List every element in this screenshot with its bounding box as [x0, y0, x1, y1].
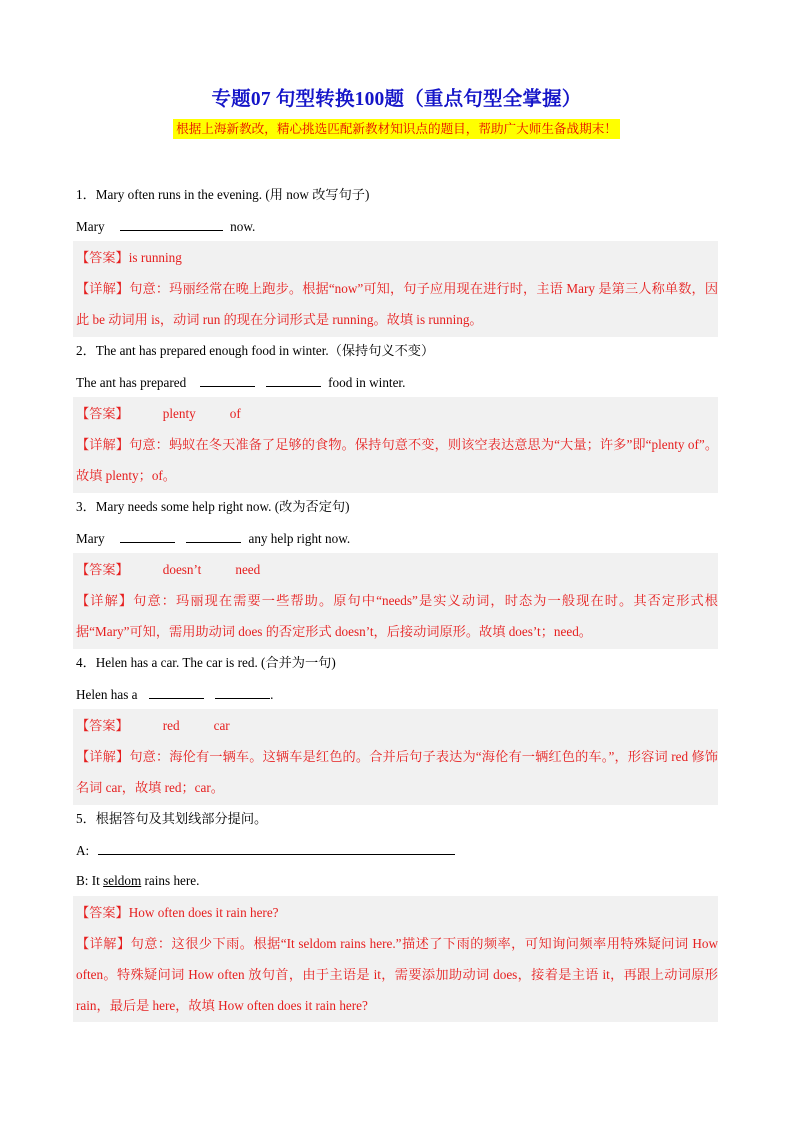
question-3-line [76, 529, 350, 548]
subtitle: 根据上海新教改，精心挑选匹配新教材知识点的题目，帮助广大师生备战期末！ [173, 119, 620, 139]
q5-a-label: A: [76, 843, 90, 858]
detail-3-text: 句意：玛丽现在需要一些帮助。原句中“needs”是实义动词，时态为一般现在时。其否定形式根据“Mary”可知，需用助动词 does 的否定形式 doesn’t，后接动词原形。故填 does’t；need。 [76, 593, 718, 639]
q5-b-pre: B: It [76, 873, 100, 888]
question-2-prompt: 2．The ant has prepared enough food in winter.（保持句义不变） [76, 343, 435, 358]
q3-blank-2[interactable] [186, 529, 241, 543]
q2-blank-1[interactable] [200, 373, 255, 387]
detail-tag: 【详解】 [76, 749, 130, 764]
answer-4-text-2: car [213, 718, 230, 733]
question-5-prompt: 5．根据答句及其划线部分提问。 [76, 811, 268, 826]
answer-2 [76, 405, 241, 423]
detail-2 [76, 429, 718, 491]
detail-tag: 【详解】 [76, 936, 131, 951]
detail-tag: 【详解】 [76, 437, 130, 452]
detail-tag: 【详解】 [76, 593, 134, 608]
detail-tag: 【详解】 [76, 281, 130, 296]
answer-5 [76, 904, 279, 922]
answer-4-text-1: red [162, 718, 180, 733]
answer-2-text-2: of [229, 406, 241, 421]
q1-line-end: now. [230, 219, 256, 234]
q3-line-end: any help right now. [248, 531, 351, 546]
q5-blank[interactable] [98, 841, 455, 855]
question-4-prompt: 4．Helen has a car. The car is red. (合并为一句) [76, 655, 336, 670]
detail-5-text: 句意：这很少下雨。根据“It seldom rains here.”描述了下雨的频率，可知询问频率用特殊疑问词 How often。特殊疑问词 How often 放句首，由于主语是 it，需要添加助动词 does，接着是主语 it，再跟上动词原形 rain，最后是 here，故填 How often does it rain here? [76, 936, 719, 1013]
answer-tag: 【答案】 [76, 905, 129, 920]
q2-blank-2[interactable] [266, 373, 321, 387]
answer-3 [76, 561, 260, 579]
page-title: 专题07 句型转换100题（重点句型全掌握） [211, 89, 582, 110]
detail-3 [76, 585, 718, 647]
detail-4-text: 句意：海伦有一辆车。这辆车是红色的。合并后句子表达为“海伦有一辆红色的车。”，形容词 red 修饰名词 car，故填 red；car。 [76, 749, 718, 795]
answer-3-text-2: need [235, 562, 261, 577]
answer-1 [76, 249, 182, 267]
q1-blank[interactable] [120, 217, 223, 231]
q4-line-end: . [270, 687, 274, 702]
answer-tag: 【答案】 [76, 562, 129, 577]
q1-line-start: Mary [76, 219, 105, 234]
q2-line-end: food in winter. [328, 375, 406, 390]
answer-tag: 【答案】 [76, 250, 129, 265]
answer-tag: 【答案】 [76, 718, 129, 733]
subtitle-banner [0, 119, 793, 139]
q2-line-start: The ant has prepared [76, 375, 187, 390]
answer-2-text-1: plenty [162, 406, 196, 421]
answer-5-text: How often does it rain here? [128, 905, 279, 920]
detail-4 [76, 741, 718, 803]
question-3-prompt: 3．Mary needs some help right now. (改为否定句) [76, 499, 350, 514]
answer-1-text: is running [128, 250, 182, 265]
q5-b-underlined: seldom [103, 873, 142, 888]
detail-2-text: 句意：蚂蚁在冬天准备了足够的食物。保持句意不变，则该空表达意思为“大量；许多”即“plenty of”。故填 plenty；of。 [76, 437, 719, 483]
q4-blank-2[interactable] [215, 685, 270, 699]
q4-blank-1[interactable] [149, 685, 204, 699]
q3-line-start: Mary [76, 531, 105, 546]
question-5-b-line [76, 872, 199, 890]
q5-b-post: rains here. [144, 873, 200, 888]
detail-1 [76, 273, 718, 335]
q4-line-start: Helen has a [76, 687, 138, 702]
question-1-prompt: 1．Mary often runs in the evening. (用 now 改写句子) [76, 187, 370, 202]
answer-tag: 【答案】 [76, 406, 129, 421]
answer-3-text-1: doesn’t [162, 562, 202, 577]
answer-4 [76, 717, 230, 735]
question-1-line [76, 217, 255, 236]
question-2-line [76, 373, 405, 392]
detail-1-text: 句意：玛丽经常在晚上跑步。根据“now”可知，句子应用现在进行时，主语 Mary 是第三人称单数，因此 be 动词用 is，动词 run 的现在分词形式是 running。故填 is running。 [76, 281, 719, 327]
q3-blank-1[interactable] [120, 529, 175, 543]
question-4-line [76, 685, 273, 704]
question-5-a-line [76, 841, 459, 860]
detail-5 [76, 928, 718, 1021]
